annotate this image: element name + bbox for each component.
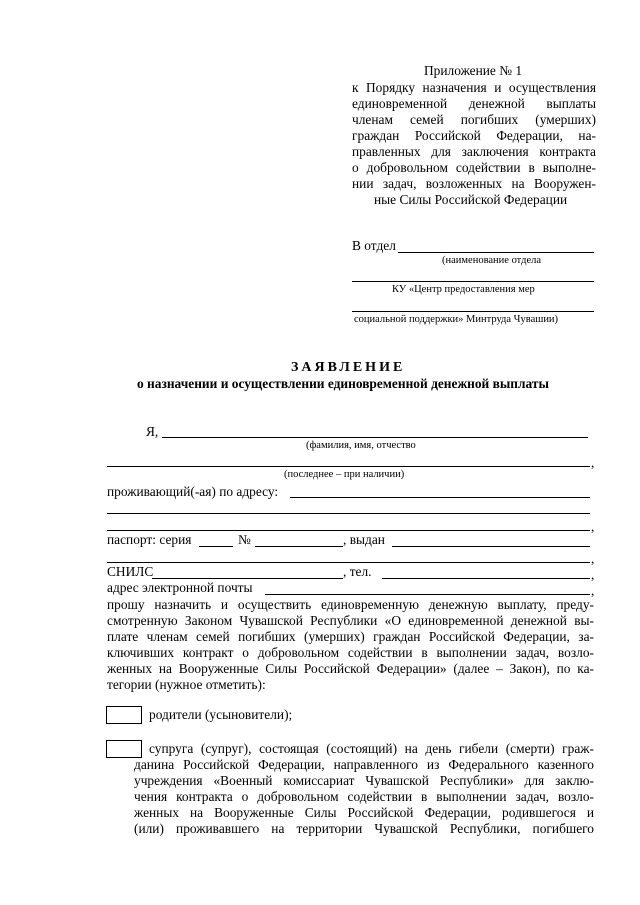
comma: , bbox=[591, 583, 595, 598]
comma: , bbox=[591, 567, 595, 582]
to-dept-label: В отдел bbox=[352, 238, 396, 253]
request-line: плате членам семей погибших (умерших) граждан Российской Федерации, за- bbox=[107, 629, 594, 644]
passport-issued-label: , выдан bbox=[343, 532, 385, 547]
passport-number-label: № bbox=[238, 532, 251, 547]
spouse-checkbox[interactable] bbox=[106, 740, 142, 758]
request-line: прошу назначить и осуществить единовременную денежную выплату, преду- bbox=[107, 597, 594, 612]
document-title: ЗАЯВЛЕНИЕ bbox=[291, 360, 406, 375]
ya-label: Я, bbox=[146, 424, 159, 439]
fio-field[interactable] bbox=[162, 437, 588, 438]
snils-field[interactable] bbox=[152, 578, 343, 579]
request-line: женных на Вооруженные Силы Российской Федерации» (далее – Закон), по ка- bbox=[107, 661, 594, 676]
request-line: ключивших контракт о добровольном содействии в выполнении задач, возло- bbox=[107, 645, 594, 660]
address-field-2[interactable] bbox=[107, 513, 590, 514]
fio-field-2[interactable] bbox=[107, 466, 590, 467]
snils-label: СНИЛС bbox=[107, 564, 154, 579]
spouse-line: учреждения «Военный комиссариат Чувашской Республики» для заклю- bbox=[134, 773, 594, 788]
spouse-line: (или) проживавшего на территории Чувашской Республики, погибшего bbox=[134, 821, 594, 836]
dept-name-line-3[interactable] bbox=[352, 311, 594, 312]
dept-name-line-2[interactable] bbox=[352, 281, 594, 282]
comma: , bbox=[591, 519, 595, 534]
dept-name-hint: (наименование отдела bbox=[442, 255, 542, 266]
spouse-line: данина Российской Федерации, направленного из Федерального казенного bbox=[134, 757, 594, 772]
appendix-line: ные Силы Российской Федерации bbox=[374, 192, 568, 207]
appendix-line: правленных для заключения контракта bbox=[352, 144, 596, 159]
request-line: смотренную Законом Чувашской Республики «О единовременной денежной вы- bbox=[107, 613, 594, 628]
comma: , bbox=[591, 455, 595, 470]
phone-field[interactable] bbox=[382, 578, 590, 579]
passport-issued-field-2[interactable] bbox=[107, 562, 590, 563]
dept-name-hint-3: социальной поддержки» Минтруда Чувашии) bbox=[354, 314, 559, 325]
fio-hint: (фамилия, имя, отчество bbox=[306, 440, 416, 451]
spouse-line: чения контракта о добровольном содействии в выполнении задач, возло- bbox=[134, 789, 594, 804]
appendix-line: нии задач, возложенных на Вооружен- bbox=[352, 176, 596, 191]
appendix-title: Приложение № 1 bbox=[424, 63, 523, 78]
passport-series-label: паспорт: серия bbox=[107, 532, 192, 547]
appendix-line: о добровольном содействии в выполне- bbox=[352, 160, 596, 175]
address-field-3[interactable] bbox=[107, 530, 590, 531]
address-field[interactable] bbox=[290, 497, 590, 498]
address-label: проживающий(-ая) по адресу: bbox=[107, 484, 279, 499]
email-label: адрес электронной почты bbox=[107, 580, 253, 595]
appendix-line: граждан Российской Федерации, на- bbox=[352, 128, 596, 143]
email-field[interactable] bbox=[265, 594, 590, 595]
request-line: тегории (нужное отметить): bbox=[107, 677, 266, 692]
appendix-line: к Порядку назначения и осуществления bbox=[352, 80, 596, 95]
dept-name-line[interactable] bbox=[398, 252, 594, 253]
parents-label: родители (усыновители); bbox=[149, 707, 293, 722]
passport-series-field[interactable] bbox=[199, 546, 233, 547]
appendix-line: членам семей погибших (умерших) bbox=[352, 112, 596, 127]
document-subtitle: о назначении и осуществлении единовременной денежной выплаты bbox=[137, 376, 549, 391]
comma: , bbox=[591, 551, 595, 566]
spouse-line: женных на Вооруженные Силы Российской Федерации, родившегося и bbox=[134, 805, 594, 820]
parents-checkbox[interactable] bbox=[106, 706, 142, 724]
spouse-line: супруга (супруг), состоящая (состоящий) на день гибели (смерти) граж- bbox=[149, 741, 594, 756]
passport-number-field[interactable] bbox=[255, 546, 343, 547]
appendix-line: единовременной денежной выплаты bbox=[352, 96, 596, 111]
phone-label: , тел. bbox=[343, 564, 372, 579]
passport-issued-field[interactable] bbox=[392, 546, 590, 547]
patronymic-hint: (последнее – при наличии) bbox=[284, 469, 405, 480]
dept-name-hint-2: КУ «Центр предоставления мер bbox=[392, 284, 535, 295]
